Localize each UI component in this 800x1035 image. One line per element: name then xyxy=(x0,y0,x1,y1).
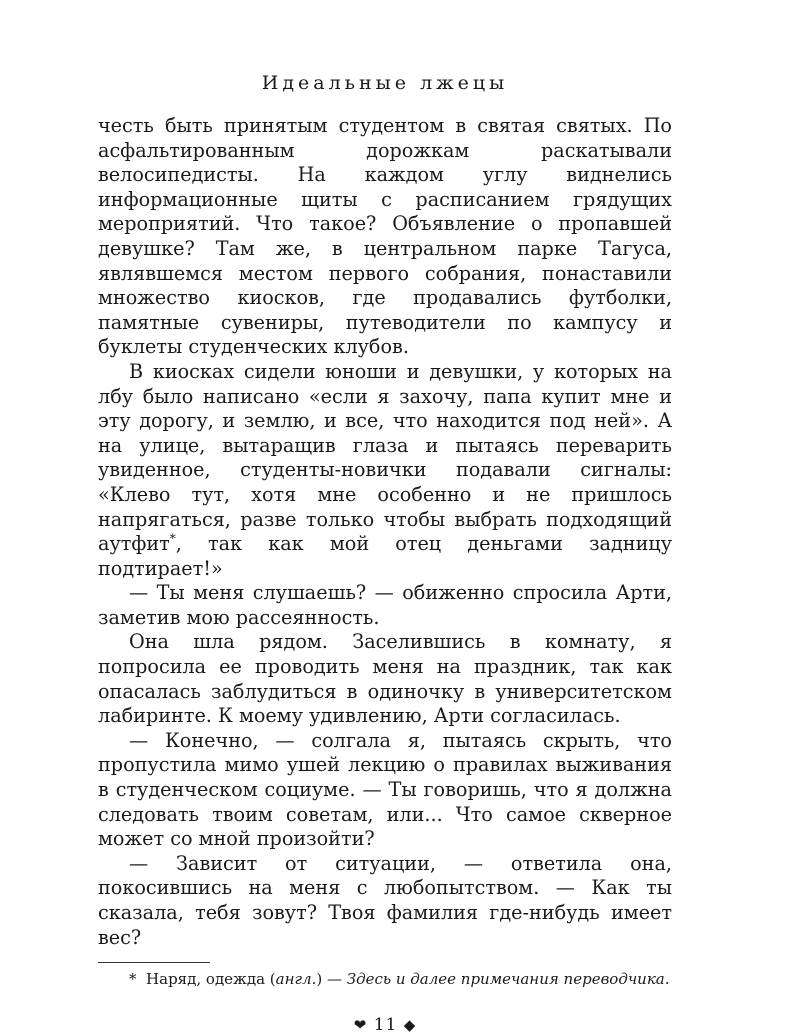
paragraph-2 xyxy=(98,360,672,581)
paragraph-3: — Ты меня слушаешь? — обиженно спросила Арти, заметив мою рассеянность. xyxy=(98,581,672,629)
page-folio xyxy=(98,1015,672,1035)
paragraph-6: — Зависит от ситуации, — ответила она, покосившись на меня с любопытством. — Как ты сказала, тебя зовут? Твоя фамилия где-нибудь имеет вес? xyxy=(98,851,672,949)
footnote-note: Здесь и далее примечания переводчика. xyxy=(346,970,670,989)
diamond-icon: ◆ xyxy=(403,1016,417,1035)
book-page xyxy=(98,70,672,1035)
footnote-lang: англ. xyxy=(275,970,317,989)
footnote-reference: * xyxy=(169,531,176,546)
heart-icon: ❤ xyxy=(353,1016,368,1035)
footnote-text-1: Наряд, одежда ( xyxy=(146,970,276,989)
running-title: Идеальные лжецы xyxy=(261,72,509,94)
page-number: 11 xyxy=(373,1015,398,1035)
footnote-text-2: ) — xyxy=(316,970,347,989)
footnote-divider xyxy=(98,962,210,963)
paragraph-4: Она шла рядом. Заселившись в комнату, я попросила ее проводить меня на праздник, так как опасалась заблудиться в одиночку в университетском лабиринте. К моему удивлению, Арти согласилась. xyxy=(98,630,672,728)
paragraph-1: честь быть принятым студентом в святая святых. По асфальтированным дорожкам раскатывали велосипедисты. На каждом углу виднелись информационные щиты с расписанием грядущих мероприятий. Что такое? Объявление о пропавшей девушке? Там же, в центральном парке Тагуса, являвшемся местом первого собрания, понаставили множество киосков, где продавались футболки, памятные сувениры, путеводители по кампусу и буклеты студенческих клубов. xyxy=(98,114,672,359)
footnote-marker: * xyxy=(129,970,137,989)
body-text xyxy=(98,114,672,950)
paragraph-5: — Конечно, — солгала я, пытаясь скрыть, что пропустила мимо ушей лекцию о правилах выживания в студенческом социуме. — Ты говоришь, что я должна следовать твоим советам, или... Что самое скверное может со мной произойти? xyxy=(98,728,672,851)
footnote xyxy=(98,969,672,989)
paragraph-2-text: В киосках сидели юноши и девушки, у которых на лбу было написано «если я захочу, папа купит мне и эту дорогу, и землю, и все, что находится под ней». А на улице, вытаращив глаза и пытаясь переварить увиденное, студенты-новички подавали сигналы: «Клево тут, хотя мне особенно и не пришлось напрягаться, разве только чтобы выбрать подходящий аутфит xyxy=(98,359,672,556)
paragraph-2-tail: , так как мой отец деньгами задницу подтирает!» xyxy=(98,532,672,580)
